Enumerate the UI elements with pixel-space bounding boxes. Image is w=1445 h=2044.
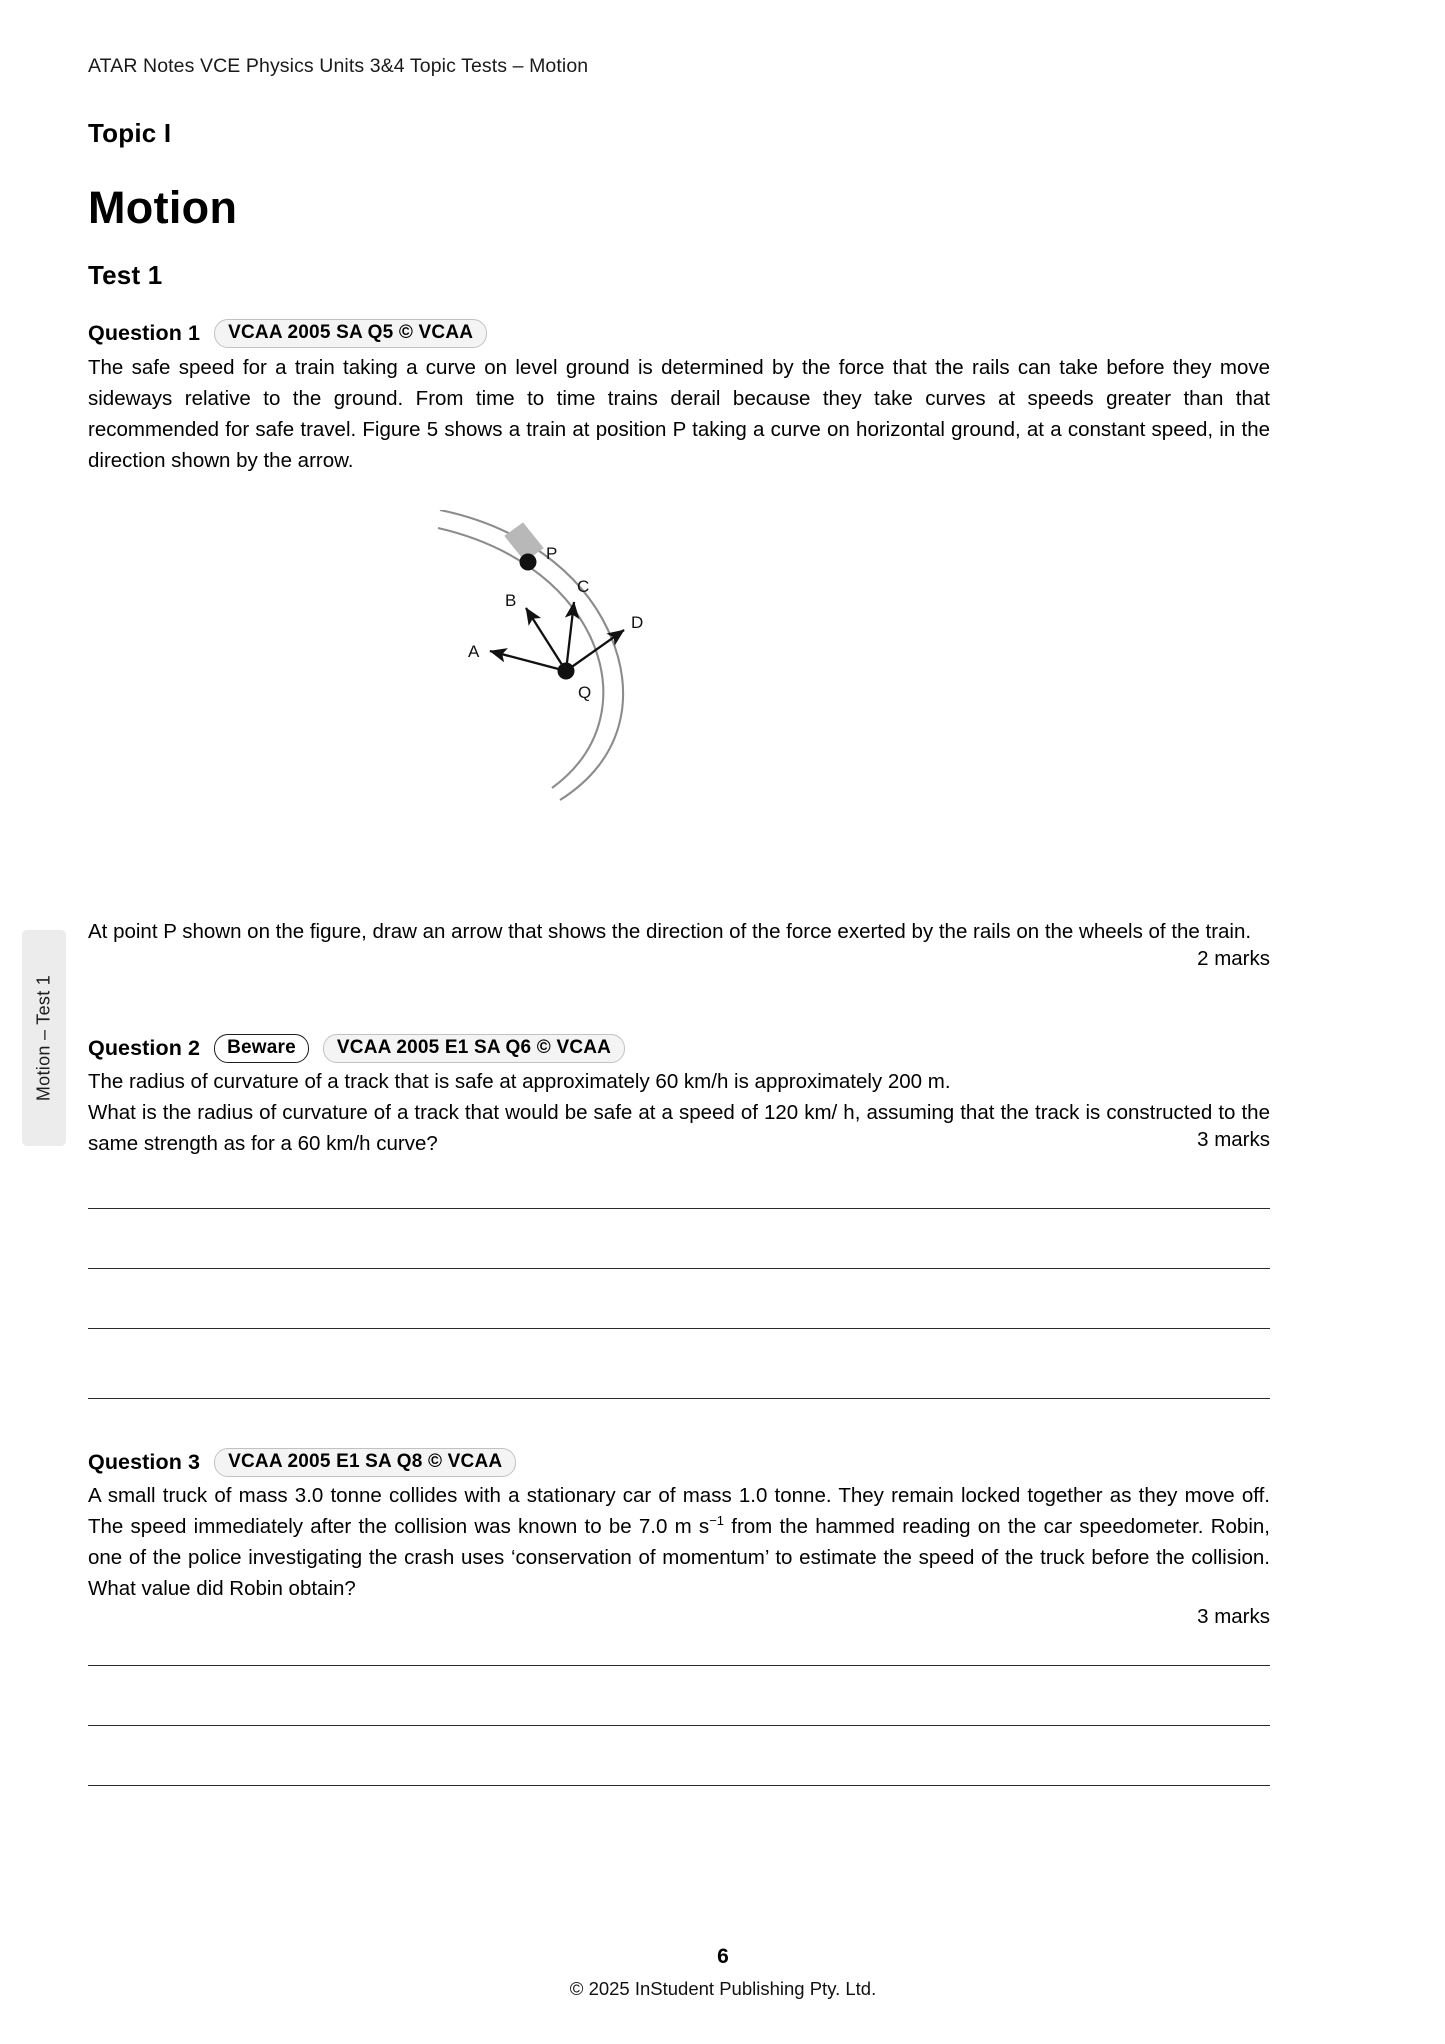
point-p-marker (520, 554, 537, 571)
vector-d-label: D (631, 613, 644, 632)
question-3-stem (88, 1480, 1270, 1604)
topic-label: Topic I (88, 118, 172, 148)
page-number: 6 (717, 1945, 729, 1968)
question-1-marks: 2 marks (1197, 947, 1270, 970)
question-1-prompt: At point P shown on the figure, draw an arrow that shows the direction of the force exerted by the rails on the wheels of the train. (88, 920, 1252, 943)
test-label: Test 1 (88, 260, 163, 290)
question-1-number: Question 1 (88, 320, 201, 345)
side-tab-label: Motion – Test 1 (33, 974, 54, 1102)
question-3-stem-part-2: from the hammed reading on the car speedometer. Robin, one of the police investigating the crash uses ‘conservation of momentum’ to estimate the speed of the truck before the collision. What value did Robin obtain? (88, 1515, 1270, 1600)
figure-svg (88, 510, 1358, 810)
question-2-beware-badge: Beware (214, 1034, 309, 1063)
page-content (88, 0, 1358, 2044)
question-1-stem: The safe speed for a train taking a curve on level ground is determined by the force that the rails can take before they move sideways relative to the ground. From time to time trains derail because they take curves at speeds greater than that recommended for safe travel. Figure 5 shows a train at position P taking a curve on horizontal ground, at a constant speed, in the direction shown by the arrow. (88, 356, 1270, 472)
copyright-notice: © 2025 InStudent Publishing Pty. Ltd. (569, 1978, 877, 1999)
answer-rule[interactable] (88, 1268, 1270, 1269)
point-q-label: Q (578, 683, 592, 702)
question-3-marks: 3 marks (1197, 1605, 1270, 1628)
page-title: Motion (88, 182, 238, 233)
vector-a-label: A (468, 642, 480, 661)
question-2-source-badge: VCAA 2005 E1 SA Q6 © VCAA (323, 1034, 625, 1063)
question-3-source-badge: VCAA 2005 E1 SA Q8 © VCAA (214, 1448, 516, 1477)
question-2-header (88, 1033, 625, 1063)
vector-c (566, 602, 574, 671)
question-3-exponent: −1 (709, 1513, 725, 1529)
answer-rule[interactable] (88, 1725, 1270, 1726)
question-3-number: Question 3 (88, 1449, 201, 1474)
question-2-line-1: The radius of curvature of a track that is safe at approximately 60 km/h is approximately 200 m. (88, 1070, 951, 1093)
answer-rule[interactable] (88, 1328, 1270, 1329)
question-2-number: Question 2 (88, 1035, 201, 1060)
question-2-marks: 3 marks (1197, 1128, 1270, 1151)
running-header: ATAR Notes VCE Physics Units 3&4 Topic Tests – Motion (88, 55, 589, 77)
question-1-source-badge: VCAA 2005 SA Q5 © VCAA (214, 319, 487, 348)
answer-rule[interactable] (88, 1665, 1270, 1666)
answer-rule[interactable] (88, 1208, 1270, 1209)
vector-b-label: B (505, 591, 517, 610)
point-p-label: P (546, 544, 558, 563)
question-2-line-2: What is the radius of curvature of a track that would be safe at a speed of 120 km/ h, assuming that the track is constructed to the same strength as for a 60 km/h curve? (88, 1101, 1270, 1155)
vector-c-label: C (577, 577, 590, 596)
answer-rule[interactable] (88, 1398, 1270, 1399)
side-tab (22, 930, 66, 1146)
question-3-stem-part-1: A small truck of mass 3.0 tonne collides with a stationary car of mass 1.0 tonne. They remain locked together as they move off. The speed immediately after the collision was known to be 7.0 m s (88, 1484, 1270, 1538)
question-1-header (88, 318, 487, 348)
figure-5-train-curve (88, 510, 1358, 810)
question-3-header (88, 1447, 516, 1477)
answer-rule[interactable] (88, 1785, 1270, 1786)
